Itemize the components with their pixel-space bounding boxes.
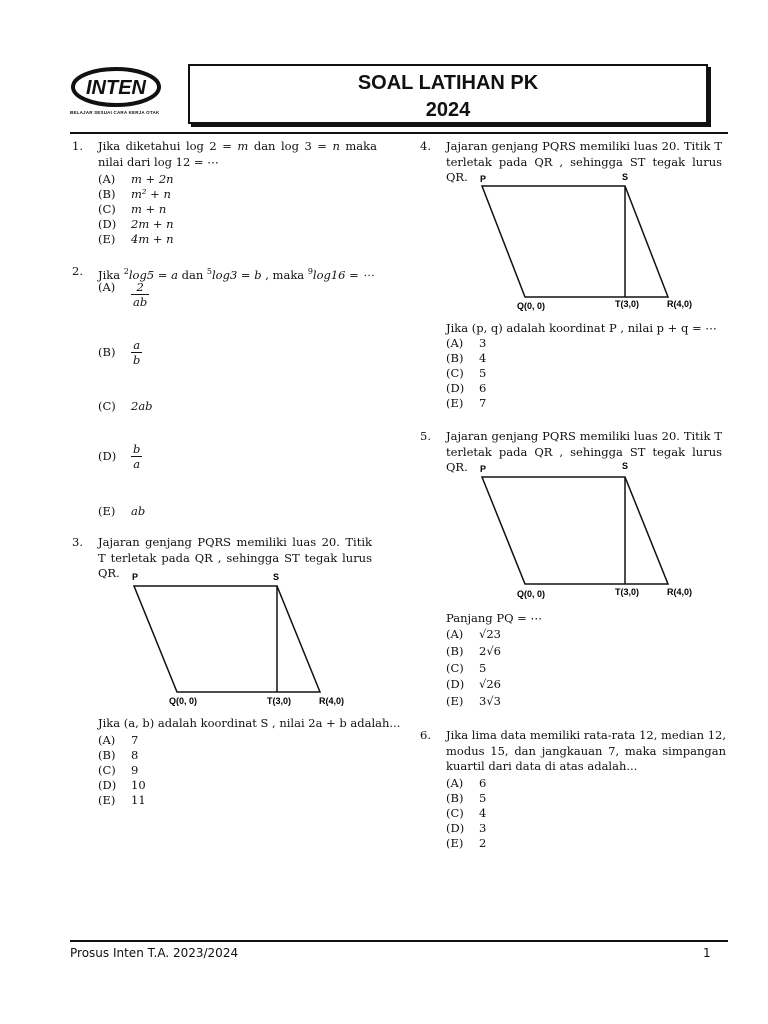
fraction-denominator: a: [133, 457, 141, 471]
label-p: P: [132, 572, 139, 582]
option-label: (B): [98, 187, 116, 201]
option-text: m² + n: [131, 187, 171, 201]
option-label: (D): [446, 677, 465, 691]
option-text: √26: [479, 677, 501, 691]
option-e[interactable]: [98, 232, 174, 246]
label-t: T(3,0): [615, 587, 640, 597]
log-base: 9: [307, 267, 313, 276]
option-text: 5: [479, 366, 487, 380]
label-s: S: [622, 461, 629, 471]
label-q: Q(0, 0): [517, 301, 546, 311]
option-text: 4: [479, 806, 487, 820]
footer-rule: [70, 940, 728, 942]
parallelogram-shape: [482, 186, 668, 297]
option-b[interactable]: [446, 644, 501, 658]
option-e[interactable]: [446, 694, 501, 708]
parallelogram-figure: [475, 171, 768, 321]
stem-text: dan: [248, 139, 281, 153]
option-a[interactable]: [446, 776, 486, 790]
question-stem: [98, 139, 377, 170]
option-label: (E): [98, 232, 116, 246]
option-text: 5: [479, 661, 487, 675]
option-a[interactable]: [446, 336, 486, 350]
stem-log16: log16 = ⋯: [312, 267, 374, 282]
logo-text: INTEN: [86, 77, 146, 99]
header-rule: [70, 132, 728, 134]
stem-text: maka nilai dari: [98, 139, 377, 169]
option-c[interactable]: [446, 366, 486, 380]
option-label: (B): [98, 748, 116, 762]
option-label: (A): [446, 627, 464, 641]
option-e[interactable]: [98, 504, 145, 518]
stem-log5: log5 = a: [128, 267, 178, 282]
stem-text: Jika diketahui: [98, 139, 186, 153]
question-stem: Jajaran genjang PQRS memiliki luas 20. Titik T terletak pada QR , sehingga ST tegak lurus QR.: [446, 139, 722, 184]
question-number: 6.: [420, 728, 431, 742]
option-text: √23: [479, 627, 501, 641]
option-a[interactable]: [98, 733, 138, 747]
label-p: P: [480, 464, 487, 474]
option-d[interactable]: [446, 381, 486, 395]
option-text: 7: [479, 396, 487, 410]
label-s: S: [273, 572, 280, 582]
option-c[interactable]: [446, 806, 486, 820]
page-number: 1: [703, 946, 711, 960]
question-number: 2.: [72, 264, 83, 278]
option-label: (E): [98, 793, 116, 807]
parallelogram-figure: [127, 568, 427, 718]
option-label: (C): [98, 763, 116, 777]
parallelogram-shape: [134, 586, 320, 692]
option-b[interactable]: [446, 351, 486, 365]
stem-var-m: m: [237, 139, 249, 153]
option-label: (E): [446, 836, 464, 850]
option-label: (B): [446, 791, 464, 805]
stem-log2: log 2 =: [185, 139, 238, 153]
stem-var-n: n: [332, 139, 340, 153]
option-label: (A): [446, 776, 464, 790]
question-number: 5.: [420, 429, 431, 443]
question-number: 1.: [72, 139, 83, 153]
label-p: P: [480, 174, 487, 184]
option-label: (A): [98, 172, 116, 186]
question-ask: Panjang PQ = ⋯: [446, 611, 542, 625]
fraction-numerator: 2: [131, 280, 149, 295]
logo-tagline: BELAJAR SESUAI CARA KERJA OTAK: [70, 110, 160, 115]
option-text: 6: [479, 776, 487, 790]
option-e[interactable]: [446, 836, 486, 850]
option-label: (D): [446, 821, 465, 835]
option-label: (C): [98, 202, 116, 216]
option-c[interactable]: [98, 399, 153, 413]
option-text: 11: [131, 793, 146, 807]
option-d[interactable]: [446, 677, 501, 691]
label-q: Q(0, 0): [517, 589, 546, 599]
option-a[interactable]: [446, 627, 501, 641]
label-r: R(4,0): [667, 299, 693, 309]
option-b[interactable]: [98, 187, 171, 201]
option-text: 7: [131, 733, 139, 747]
title-line1: SOAL LATIHAN PK: [357, 72, 539, 94]
option-label: (C): [98, 399, 116, 413]
option-a[interactable]: [98, 172, 174, 186]
option-text: 2ab: [131, 399, 153, 413]
option-d[interactable]: [98, 442, 142, 471]
option-b[interactable]: [446, 791, 486, 805]
parallelogram-shape: [482, 477, 668, 584]
stem-log12: log 12 = ⋯: [154, 154, 219, 169]
option-d[interactable]: [446, 821, 486, 835]
option-c[interactable]: [98, 763, 138, 777]
option-label: (B): [98, 345, 116, 359]
question-stem: Jajaran genjang PQRS memiliki luas 20. Titik T terletak pada QR , sehingga ST tegak lurus QR.: [446, 429, 722, 474]
option-text: 2: [479, 836, 487, 850]
option-text: 5: [479, 791, 487, 805]
question-stem: Jika lima data memiliki rata-rata 12, median 12, modus 15, dan jangkauan 7, maka simpangan kuartil dari data di atas adalah...: [446, 728, 726, 773]
option-b[interactable]: [98, 338, 142, 367]
log-base: 5: [206, 267, 212, 276]
option-label: (A): [98, 733, 116, 747]
option-label: (D): [98, 778, 117, 792]
label-s: S: [622, 172, 629, 182]
title-line2: 2024: [425, 99, 471, 121]
log-base: 2: [123, 267, 129, 276]
stem-text: dan: [177, 267, 207, 282]
option-label: (D): [446, 381, 465, 395]
question-number: 4.: [420, 139, 431, 153]
fraction-numerator: b: [133, 442, 141, 456]
option-text: m + n: [131, 202, 167, 216]
fraction-denominator: ab: [133, 295, 148, 309]
inten-logo: [70, 66, 162, 122]
option-label: (B): [446, 351, 464, 365]
option-label: (D): [98, 449, 117, 463]
option-text: 3: [479, 821, 487, 835]
option-label: (B): [446, 644, 464, 658]
option-fraction: [131, 280, 149, 309]
option-label: (A): [98, 280, 116, 294]
option-label: (E): [98, 504, 116, 518]
option-label: (C): [446, 366, 464, 380]
stem-text: , maka: [261, 267, 308, 282]
fraction-denominator: b: [133, 353, 141, 367]
option-c[interactable]: [446, 661, 486, 675]
parallelogram-figure: [475, 459, 768, 609]
option-d[interactable]: [98, 778, 146, 792]
option-text: 4: [479, 351, 487, 365]
option-b[interactable]: [98, 748, 138, 762]
stem-text: Jika: [98, 267, 124, 282]
label-q: Q(0, 0): [169, 696, 198, 706]
question-ask: Jika (p, q) adalah koordinat P , nilai p + q = ⋯: [446, 321, 717, 335]
option-text: m + 2n: [131, 172, 174, 186]
option-text: 6: [479, 381, 487, 395]
title-box: [188, 64, 708, 124]
label-r: R(4,0): [319, 696, 345, 706]
option-label: (E): [446, 694, 464, 708]
option-a[interactable]: [98, 280, 149, 309]
option-label: (A): [446, 336, 464, 350]
option-text: 9: [131, 763, 139, 777]
stem-log3: log 3 =: [280, 139, 333, 153]
option-text: ab: [131, 504, 146, 518]
option-text: 8: [131, 748, 139, 762]
option-text: 3: [479, 336, 487, 350]
label-t: T(3,0): [615, 299, 640, 309]
label-r: R(4,0): [667, 587, 693, 597]
option-text: 2√6: [479, 644, 501, 658]
option-label: (D): [98, 217, 117, 231]
question-number: 3.: [72, 535, 83, 549]
option-text: 3√3: [479, 694, 501, 708]
option-e[interactable]: [446, 396, 486, 410]
option-label: (C): [446, 661, 464, 675]
label-t: T(3,0): [267, 696, 292, 706]
option-text: 10: [131, 778, 146, 792]
question-ask: Jika (a, b) adalah koordinat S , nilai 2a + b adalah...: [98, 716, 401, 730]
logo-oval: [70, 66, 162, 108]
option-fraction: [131, 338, 142, 367]
option-d[interactable]: [98, 217, 174, 231]
fraction-numerator: a: [131, 338, 142, 353]
option-label: (C): [446, 806, 464, 820]
stem-log3: log3 = b: [212, 267, 262, 282]
footer-text: Prosus Inten T.A. 2023/2024: [70, 946, 239, 960]
option-text: 4m + n: [131, 232, 174, 246]
option-label: (E): [446, 396, 464, 410]
option-e[interactable]: [98, 793, 146, 807]
option-fraction: [131, 442, 142, 471]
option-c[interactable]: [98, 202, 166, 216]
question-stem: Jajaran genjang PQRS memiliki luas 20. Titik T terletak pada QR , sehingga ST tegak lurus QR.: [98, 535, 372, 580]
option-text: 2m + n: [131, 217, 174, 231]
